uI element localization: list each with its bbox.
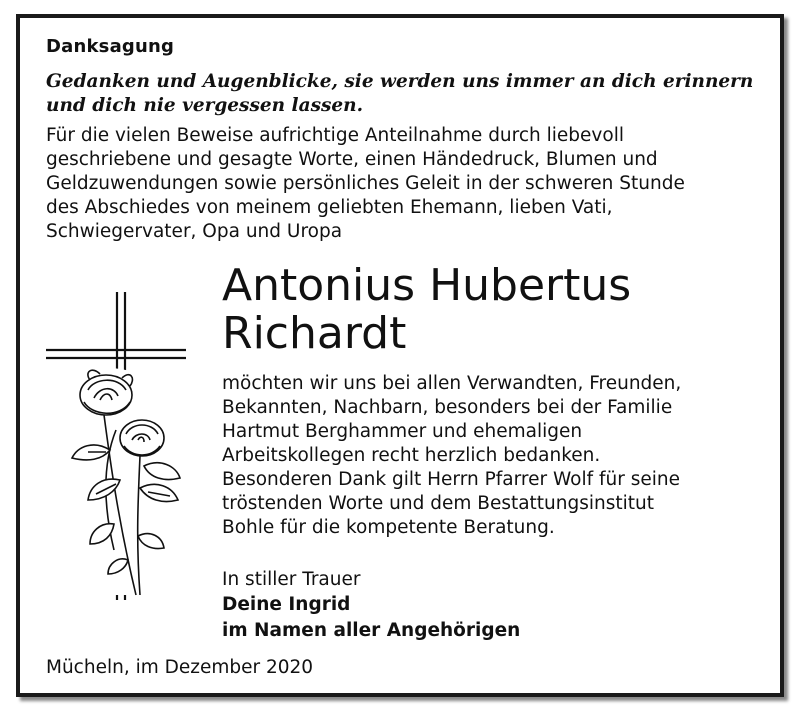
signature-line: Deine Ingrid [222,594,351,615]
body-line: Besonderen Dank gilt Herrn Pfarrer Wolf für seine [222,469,680,490]
motto-line: und dich nie vergessen lassen. [46,95,364,116]
body-line: Arbeitskollegen recht herzlich bedanken. [222,445,601,466]
place-date: Mücheln, im Dezember 2020 [46,657,314,678]
intro-line: Geldzuwendungen sowie persönliches Geleit in der schweren Stunde [46,173,685,194]
body-line: tröstenden Worte und dem Bestattungsinstitut [222,493,655,514]
name-line: Antonius Hubertus [222,260,632,311]
cross-with-roses-icon [44,290,194,610]
deceased-name [222,262,631,358]
signature-line: im Namen aller Angehörigen [222,620,521,641]
name-line: Richardt [222,308,407,359]
body-line: Bekannten, Nachbarn, besonders bei der Familie [222,397,673,418]
motto-line: Gedanken und Augenblicke, sie werden uns immer an dich erinnern [46,71,754,92]
intro-line: Für die vielen Beweise aufrichtige Anteilnahme durch liebevoll [46,125,624,146]
signature [222,592,520,644]
intro-line: Schwiegervater, Opa und Uropa [46,221,343,242]
body-line: Bohle für die kompetente Beratung. [222,517,555,538]
thanks-paragraph [222,372,742,540]
intro-line: des Abschiedes von meinem geliebten Ehemann, lieben Vati, [46,197,613,218]
intro-paragraph [46,124,761,244]
intro-line: geschriebene und gesagte Worte, einen Händedruck, Blumen und [46,149,658,170]
signature-intro: In stiller Trauer [222,569,361,590]
body-line: möchten wir uns bei allen Verwandten, Freunden, [222,373,682,394]
motto [46,70,766,118]
body-line: Hartmut Berghammer und ehemaligen [222,421,583,442]
notice-title: Danksagung [46,36,175,57]
